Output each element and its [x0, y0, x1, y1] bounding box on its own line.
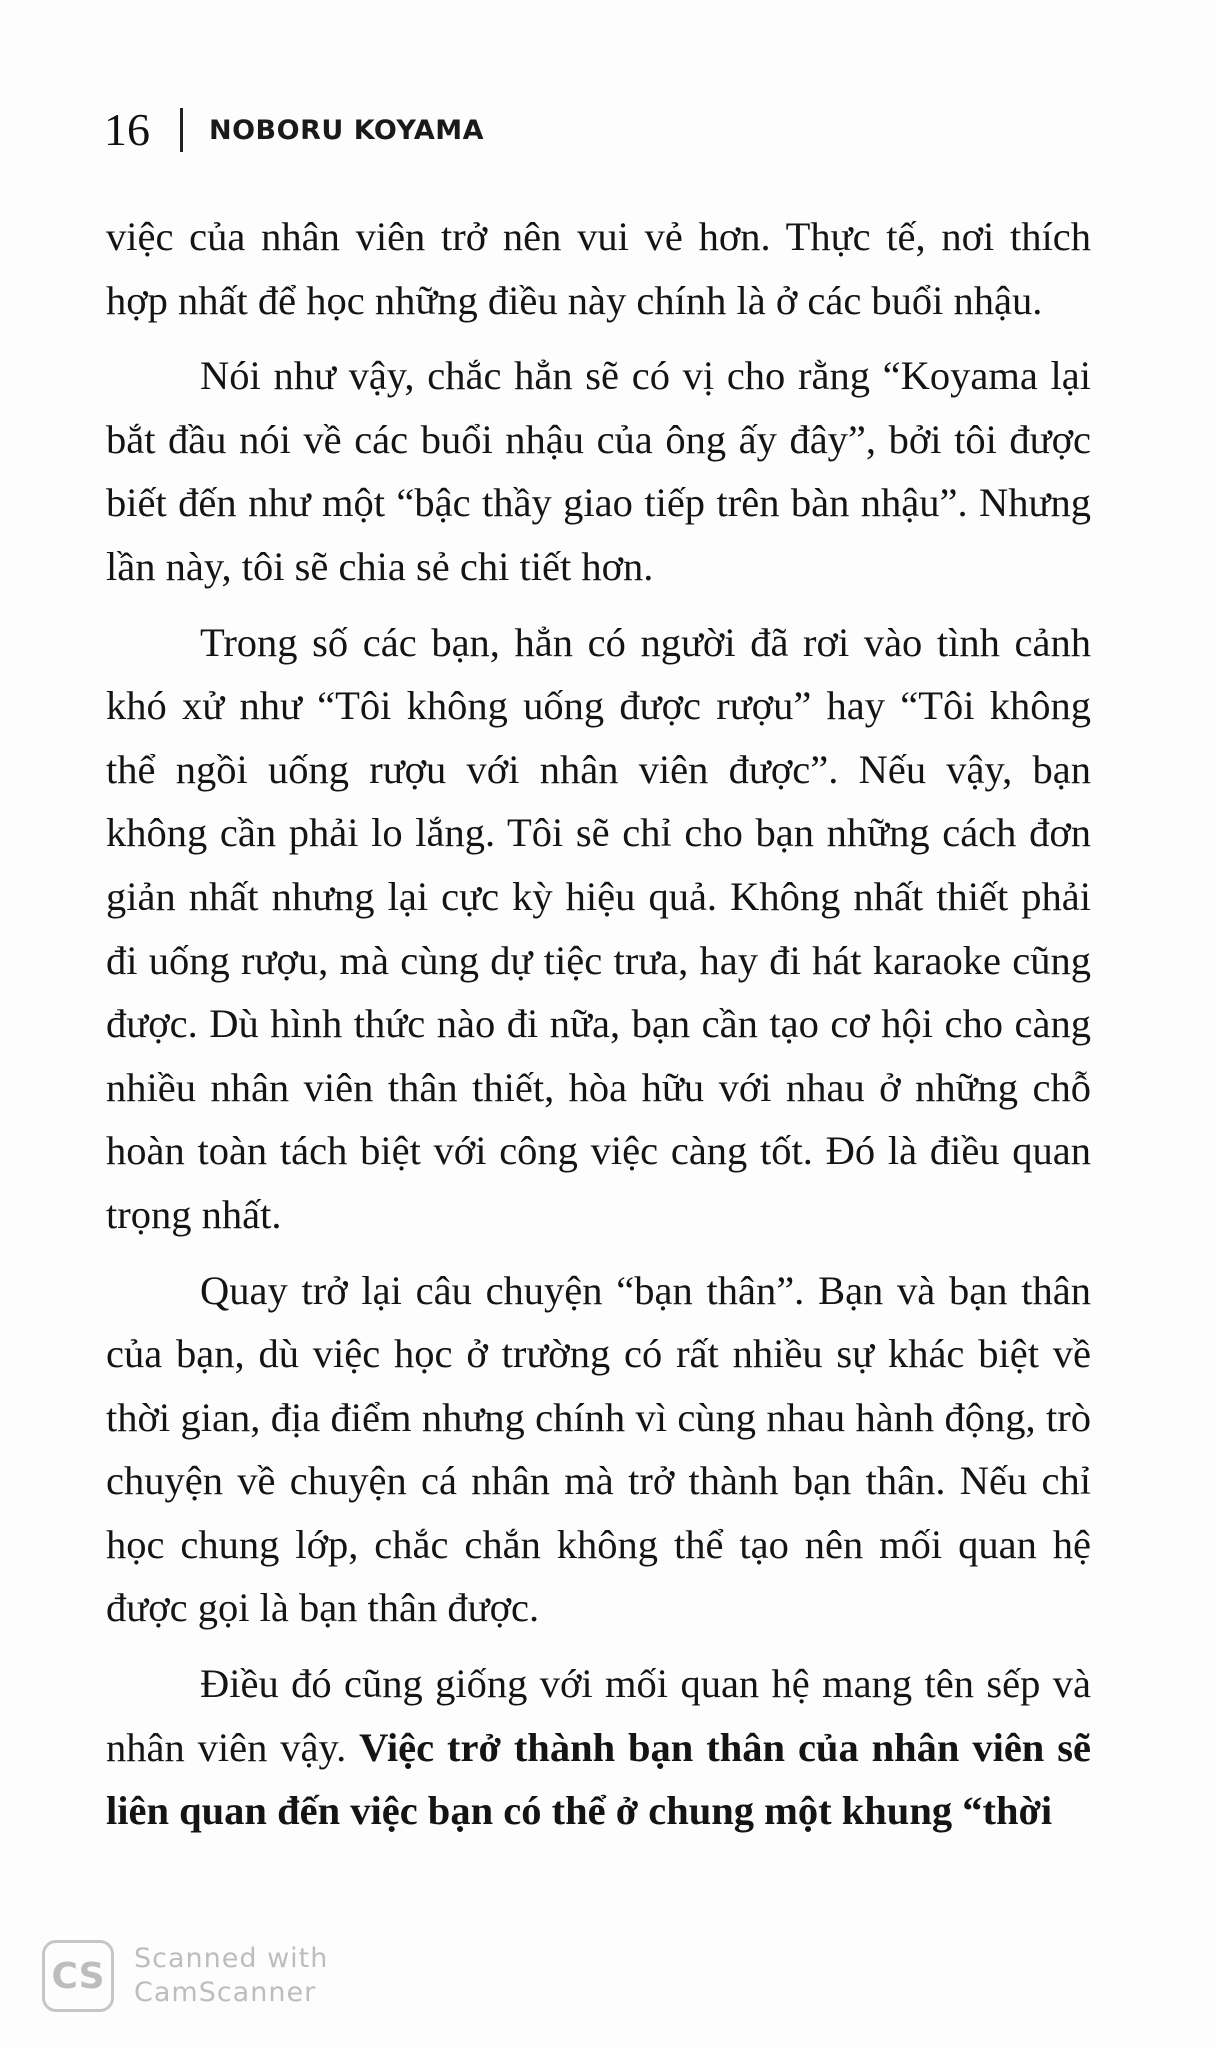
author-name: NOBORU KOYAMA — [209, 114, 485, 146]
paragraph-last-normal: Điều đó cũng giống với mối quan hệ mang tên sếp và nhân viên vậy. — [106, 1661, 1091, 1770]
running-head — [104, 100, 484, 160]
header-divider — [180, 108, 183, 152]
paragraph: Nói như vậy, chắc hẳn sẽ có vị cho rằng “Koyama lại bắt đầu nói về các buổi nhậu của ông ấy đây”, bởi tôi được biết đến như một “bậc thầy giao tiếp trên bàn nhậu”. Nhưng lần này, tôi sẽ chia sẻ chi tiết hơn. — [106, 353, 1091, 589]
body-text — [106, 205, 1091, 1855]
watermark-line-2: CamScanner — [134, 1977, 317, 2008]
watermark-line-1: Scanned with — [134, 1943, 329, 1974]
camscanner-watermark — [42, 1940, 328, 2012]
paragraph: Trong số các bạn, hẳn có người đã rơi vào tình cảnh khó xử như “Tôi không uống được rượu” hay “Tôi không thể ngồi uống rượu với nhân viên được”. Nếu vậy, bạn không cần phải lo lắng. Tôi sẽ chỉ cho bạn những cách đơn giản nhất nhưng lại cực kỳ hiệu quả. Không nhất thiết phải đi uống rượu, mà cùng dự tiệc trưa, hay đi hát karaoke cũng được. Dù hình thức nào đi nữa, bạn cần tạo cơ hội cho càng nhiều nhân viên thân thiết, hòa hữu với nhau ở những chỗ hoàn toàn tách biệt với công việc càng tốt. Đó là điều quan trọng nhất. — [106, 619, 1091, 1237]
watermark-text — [134, 1942, 328, 2010]
camscanner-logo-icon: CS — [42, 1940, 114, 2012]
page-number: 16 — [104, 104, 150, 155]
paragraph: việc của nhân viên trở nên vui vẻ hơn. Thực tế, nơi thích hợp nhất để học những điều này chính là ở các buổi nhậu. — [106, 214, 1091, 323]
paragraph: Quay trở lại câu chuyện “bạn thân”. Bạn và bạn thân của bạn, dù việc học ở trường có rất nhiều sự khác biệt về thời gian, địa điểm nhưng chính vì cùng nhau hành động, trò chuyện về chuyện cá nhân mà trở thành bạn thân. Nếu chỉ học chung lớp, chắc chắn không thể tạo nên mối quan hệ được gọi là bạn thân được. — [106, 1267, 1091, 1631]
paragraph-last — [106, 1652, 1091, 1843]
paragraph-last-bold: Việc trở thành bạn thân của nhân viên sẽ liên quan đến việc bạn có thể ở chung một khung “thời — [106, 1724, 1091, 1834]
